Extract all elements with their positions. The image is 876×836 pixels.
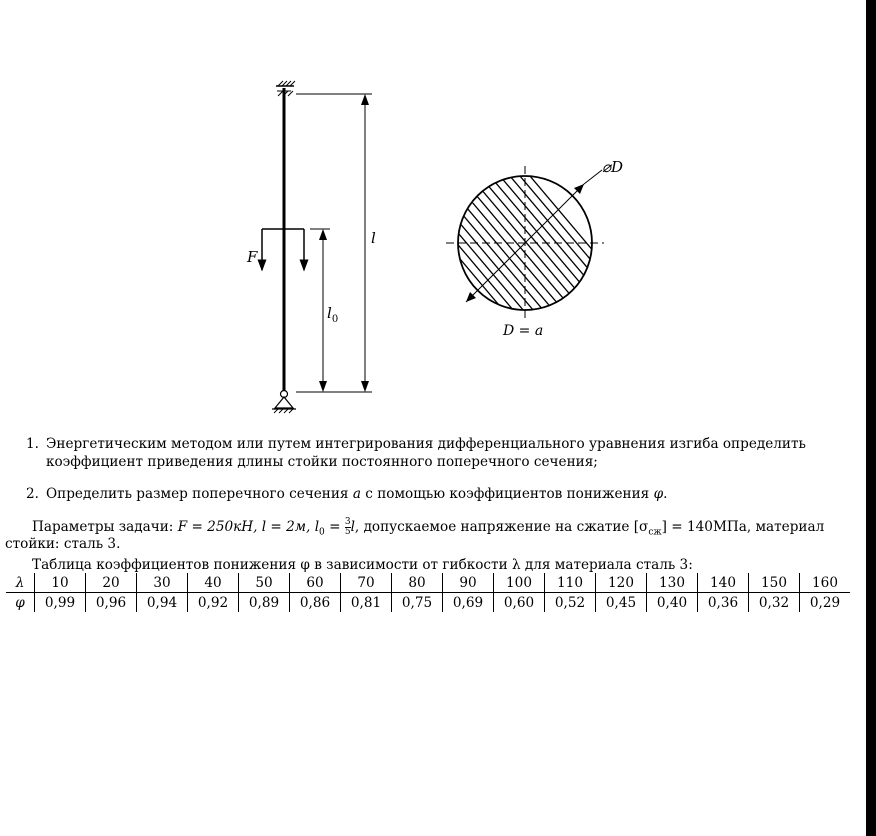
l0-label: $l_0$ bbox=[327, 304, 339, 325]
table-caption: Таблица коэффициентов понижения φ в зависимости от гибкости λ для материала сталь 3: bbox=[32, 557, 693, 573]
phi-cell: 0,40 bbox=[647, 593, 698, 613]
task-2 bbox=[26, 486, 667, 503]
param-l0-var: l bbox=[314, 519, 320, 535]
force-label: F bbox=[247, 248, 258, 266]
lambda-cell: 120 bbox=[596, 573, 647, 593]
param-l0-eq: = bbox=[324, 519, 345, 535]
task-2-number: 2. bbox=[26, 486, 39, 502]
task-2-text-2: с помощью коэффициентов понижения bbox=[360, 486, 654, 502]
phi-cell: 0,75 bbox=[392, 593, 443, 613]
phi-cell: 0,32 bbox=[749, 593, 800, 613]
params-stress-value: ] = 140МПа, материал bbox=[661, 519, 825, 535]
lambda-cell: 110 bbox=[545, 573, 596, 593]
lambda-cell: 130 bbox=[647, 573, 698, 593]
diameter-label: ⌀D bbox=[602, 158, 624, 176]
row-label-phi: φ bbox=[15, 594, 25, 611]
fraction-numerator: 3 bbox=[344, 517, 351, 527]
task-2-var-phi: φ bbox=[653, 486, 664, 502]
lambda-cell: 60 bbox=[290, 573, 341, 593]
param-l0-sub: 0 bbox=[319, 527, 325, 538]
task-1-number: 1. bbox=[26, 436, 39, 452]
task-1-line-2: коэффициент приведения длины стойки постоянного поперечного сечения; bbox=[46, 454, 598, 470]
params-stress-sub: сж bbox=[648, 527, 662, 538]
lambda-cell: 90 bbox=[443, 573, 494, 593]
row-label-lambda: λ bbox=[6, 573, 35, 593]
length-label: l bbox=[371, 229, 376, 247]
phi-cell: 0,81 bbox=[341, 593, 392, 613]
task-1 bbox=[26, 436, 806, 453]
dimension-l bbox=[296, 94, 372, 392]
phi-cell: 0,60 bbox=[494, 593, 545, 613]
phi-cell: 0,86 bbox=[290, 593, 341, 613]
task-1-line-1: Энергетическим методом или путем интегрирования дифференциального уравнения изгиба определить bbox=[46, 436, 806, 452]
table-row-lambda bbox=[6, 573, 850, 593]
phi-cell: 0,99 bbox=[35, 593, 86, 613]
lambda-cell: 20 bbox=[86, 573, 137, 593]
lambda-cell: 160 bbox=[800, 573, 851, 593]
params-prefix: Параметры задачи: bbox=[32, 519, 178, 535]
phi-cell: 0,89 bbox=[239, 593, 290, 613]
cross-section bbox=[308, 150, 660, 330]
task-2-text-1: Определить размер поперечного сечения bbox=[46, 486, 353, 502]
phi-cell: 0,94 bbox=[137, 593, 188, 613]
lambda-cell: 100 bbox=[494, 573, 545, 593]
task-parameters bbox=[32, 518, 872, 542]
lambda-cell: 70 bbox=[341, 573, 392, 593]
lambda-cell: 50 bbox=[239, 573, 290, 593]
pin-support-bottom bbox=[272, 391, 296, 414]
task-1-cont bbox=[46, 454, 598, 471]
lambda-cell: 150 bbox=[749, 573, 800, 593]
lambda-cell: 140 bbox=[698, 573, 749, 593]
coefficient-table bbox=[6, 573, 850, 612]
phi-cell: 0,29 bbox=[800, 593, 851, 613]
phi-cell: 0,92 bbox=[188, 593, 239, 613]
phi-cell: 0,96 bbox=[86, 593, 137, 613]
lambda-cell: 40 bbox=[188, 573, 239, 593]
param-l0-rhs: l bbox=[350, 519, 355, 535]
phi-cell: 0,36 bbox=[698, 593, 749, 613]
params-line-2: стойки: сталь 3. bbox=[5, 536, 121, 552]
phi-cell: 0,52 bbox=[545, 593, 596, 613]
lambda-cell: 80 bbox=[392, 573, 443, 593]
table-row-phi bbox=[6, 593, 850, 613]
params-stress-text: , допускаемое напряжение на сжатие [σ bbox=[354, 519, 649, 535]
task-2-var-a: a bbox=[352, 486, 361, 502]
task-2-text-3: . bbox=[663, 486, 668, 502]
param-l: l = 2м, bbox=[261, 519, 315, 535]
param-F: F = 250кН, bbox=[177, 519, 262, 535]
fraction-denominator: 5 bbox=[344, 527, 351, 537]
section-caption: D = a bbox=[503, 323, 544, 339]
lambda-cell: 30 bbox=[137, 573, 188, 593]
phi-cell: 0,69 bbox=[443, 593, 494, 613]
phi-cell: 0,45 bbox=[596, 593, 647, 613]
lambda-cell: 10 bbox=[35, 573, 86, 593]
